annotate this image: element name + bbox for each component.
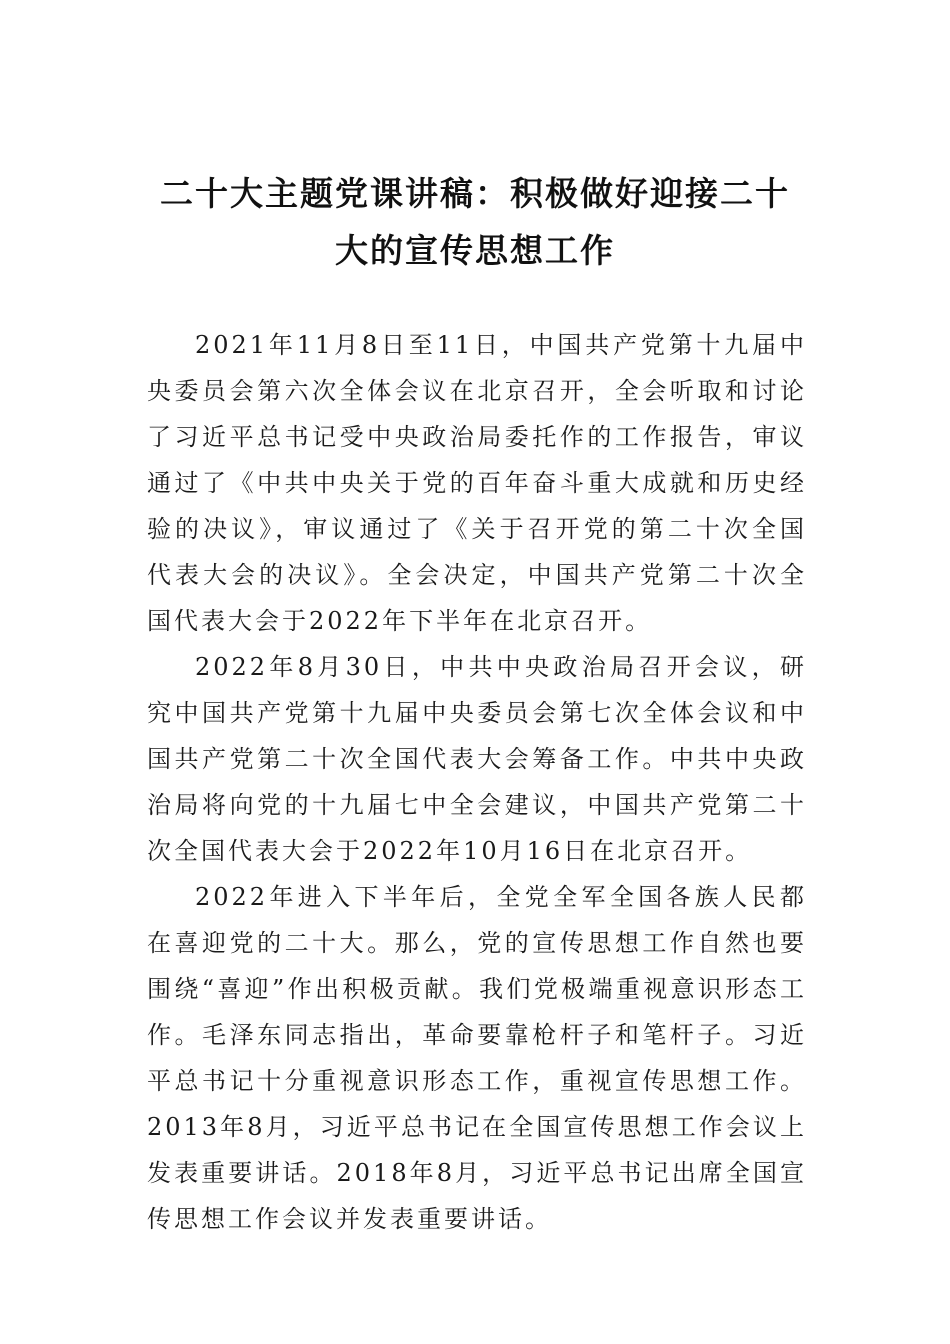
title-line-2: 大的宣传思想工作 [335,231,615,270]
document-body [147,322,807,1242]
paragraph-2: 2022年8月30日，中共中央政治局召开会议，研究中国共产党第十九届中央委员会第七次全体会议和中国共产党第二十次全国代表大会筹备工作。中共中央政治局将向党的十九届七中全会建议，中国共产党第二十次全国代表大会于2022年10月16日在北京召开。 [147,653,807,865]
paragraph-3: 2022年进入下半年后，全党全军全国各族人民都在喜迎党的二十大。那么，党的宣传思想工作自然也要围绕“喜迎”作出积极贡献。我们党极端重视意识形态工作。毛泽东同志指出，革命要靠枪杆子和笔杆子。习近平总书记十分重视意识形态工作，重视宣传思想工作。2013年8月，习近平总书记在全国宣传思想工作会议上发表重要讲话。2018年8月，习近平总书记出席全国宣传思想工作会议并发表重要讲话。 [147,883,807,1233]
document-title [145,165,805,279]
paragraph-1: 2021年11月8日至11日，中国共产党第十九届中央委员会第六次全体会议在北京召开，全会听取和讨论了习近平总书记受中央政治局委托作的工作报告，审议通过了《中共中央关于党的百年奋斗重大成就和历史经验的决议》，审议通过了《关于召开党的第二十次全国代表大会的决议》。全会决定，中国共产党第二十次全国代表大会于2022年下半年在北京召开。 [147,331,807,635]
title-line-1: 二十大主题党课讲稿：积极做好迎接二十 [160,174,790,213]
